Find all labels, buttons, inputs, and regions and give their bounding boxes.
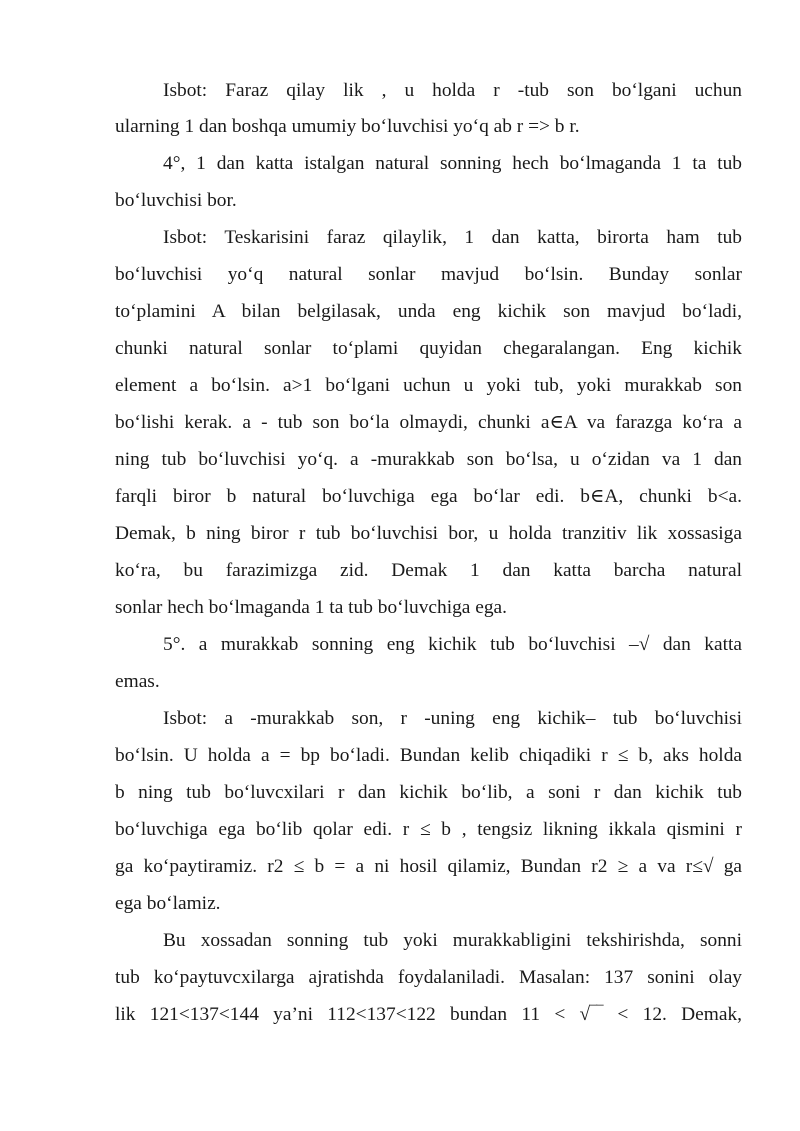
text-line: chunki natural sonlar to‘plami quyidan chegaralangan. Eng kichik: [115, 338, 742, 359]
text-line: Demak, b ning biror r tub bo‘luvchisi bor, u holda tranzitiv lik xossasiga: [115, 523, 742, 544]
text-line: bo‘luvchisi yo‘q natural sonlar mavjud bo‘lsin. Bunday sonlar: [115, 264, 742, 285]
text-line: emas.: [115, 671, 160, 692]
text-line: sonlar hech bo‘lmaganda 1 ta tub bo‘luvchiga ega.: [115, 597, 507, 618]
text-line: bo‘luvchisi bor.: [115, 190, 237, 211]
text-line: ularning 1 dan boshqa umumiy bo‘luvchisi yo‘q ab r => b r.: [115, 116, 580, 137]
text-line: 4°, 1 dan katta istalgan natural sonning hech bo‘lmaganda 1 ta tub: [163, 153, 742, 174]
text-line: tub ko‘paytuvcxilarga ajratishda foydalaniladi. Masalan: 137 sonini olay: [115, 967, 742, 988]
text-line: Isbot: Faraz qilay lik , u holda r -tub son bo‘lgani uchun: [163, 80, 742, 101]
text-line: Isbot: Teskarisini faraz qilaylik, 1 dan katta, birorta ham tub: [163, 227, 742, 248]
text-line: farqli biror b natural bo‘luvchiga ega bo‘lar edi. b∈A, chunki b<a.: [115, 486, 742, 507]
text-line: b ning tub bo‘luvcxilari r dan kichik bo‘lib, a soni r dan kichik tub: [115, 782, 742, 803]
text-line: ga ko‘paytiramiz. r2 ≤ b = a ni hosil qilamiz, Bundan r2 ≥ a va r≤√ ga: [115, 856, 742, 877]
text-line: lik 121<137<144 ya’ni 112<137<122 bundan 11 < √‾‾ < 12. Demak,: [115, 1004, 742, 1025]
text-line: Bu xossadan sonning tub yoki murakkabligini tekshirishda, sonni: [163, 930, 742, 951]
text-line: Isbot: a -murakkab son, r -uning eng kichik– tub bo‘luvchisi: [163, 708, 742, 729]
text-line: bo‘lsin. U holda a = bp bo‘ladi. Bundan kelib chiqadiki r ≤ b, aks holda: [115, 745, 742, 766]
text-line: ning tub bo‘luvchisi yo‘q. a -murakkab son bo‘lsa, u o‘zidan va 1 dan: [115, 449, 742, 470]
text-line: 5°. a murakkab sonning eng kichik tub bo‘luvchisi –√ dan katta: [163, 634, 742, 655]
text-line: bo‘lishi kerak. a - tub son bo‘la olmaydi, chunki a∈A va farazga ko‘ra a: [115, 412, 742, 433]
text-line: to‘plamini A bilan belgilasak, unda eng kichik son mavjud bo‘ladi,: [115, 301, 742, 322]
text-line: ega bo‘lamiz.: [115, 893, 221, 914]
text-line: ko‘ra, bu farazimizga zid. Demak 1 dan katta barcha natural: [115, 560, 742, 581]
text-line: element a bo‘lsin. a>1 bo‘lgani uchun u yoki tub, yoki murakkab son: [115, 375, 742, 396]
text-line: bo‘luvchiga ega bo‘lib qolar edi. r ≤ b , tengsiz likning ikkala qismini r: [115, 819, 742, 840]
